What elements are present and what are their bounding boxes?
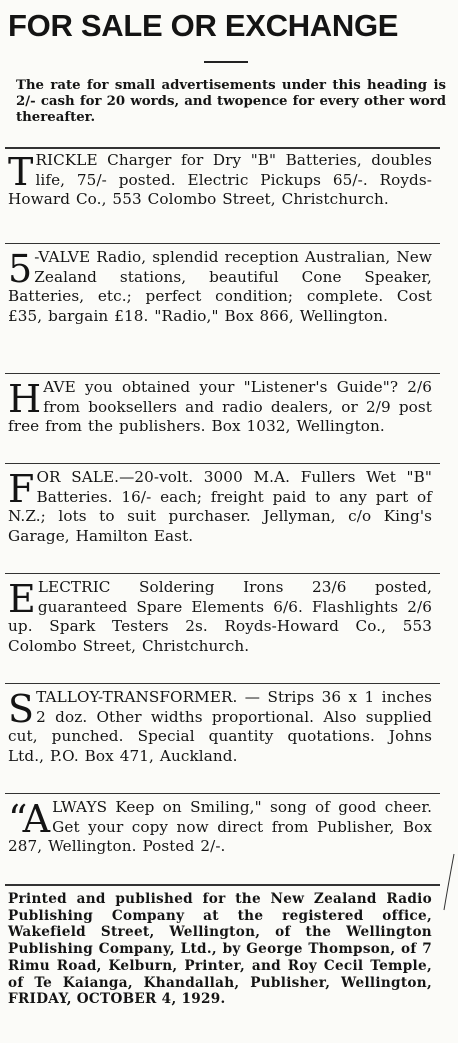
- ad-text: LECTRIC Soldering Irons 23/6 posted, guaranteed Spare Elements 6/6. Flashlights 2/6 up. Spark Testers 2s. Royds-Howard Co., 553 Colombo Street, Christchurch.: [8, 578, 432, 656]
- ad-divider: [5, 573, 440, 574]
- ad-initial: E: [8, 577, 36, 621]
- ad-divider: [5, 373, 440, 374]
- ad-divider: [5, 683, 440, 684]
- ad-text: -VALVE Radio, splendid reception Australian, New Zealand stations, beautiful Cone Speaker, Batteries, etc.; perfect condition; complete. Cost £35, bargain £18. "Radio," Box 866, Wellington.: [8, 248, 432, 326]
- ad-divider: [5, 793, 440, 794]
- rate-notice: The rate for small advertisements under this heading is 2/- cash for 20 words, and twopence for every other word thereafter.: [16, 78, 446, 125]
- ad-text: RICKLE Charger for Dry "B" Batteries, doubles life, 75/- posted. Electric Pickups 65/-. Royds-Howard Co., 553 Colombo Street, Christchurch.: [8, 151, 432, 209]
- ad-initial: H: [8, 377, 42, 421]
- ad-initial: F: [8, 467, 35, 511]
- ad-five-valve-radio: [8, 248, 432, 327]
- ad-text: TALLOY-TRANSFORMER. — Strips 36 x 1 inches 2 doz. Other widths proportional. Also supplied cut, punched. Special quantity quotations. Johns Ltd., P.O. Box 471, Auckland.: [8, 688, 432, 766]
- imprint-text: Printed and published for the New Zealand Radio Publishing Company at the registered office, Wakefield Street, Wellington, of the Wellington Publishing Company, Ltd., by George Thompson, of 7 Rimu Road, Kelburn, Printer, and Roy Cecil Temple, of Te Kaianga, Khandallah, Publisher, Wellington, FRIDAY, OCTOBER 4, 1929.: [8, 891, 432, 1008]
- ad-initial: 5: [8, 247, 33, 291]
- ad-initial: S: [8, 687, 35, 731]
- publisher-imprint: [8, 891, 432, 1008]
- ad-initial: “A: [8, 797, 51, 841]
- bottom-rule: [5, 884, 440, 886]
- ad-text: OR SALE.—20-volt. 3000 M.A. Fullers Wet "B" Batteries. 16/- each; freight paid to any part of N.Z.; lots to suit purchaser. Jellyman, c/o King's Garage, Hamilton East.: [8, 468, 432, 546]
- ad-listeners-guide: [8, 378, 432, 437]
- ad-divider: [5, 463, 440, 464]
- top-rule: [5, 147, 440, 149]
- section-heading: FOR SALE OR EXCHANGE: [8, 8, 399, 43]
- ad-text: AVE you obtained your "Listener's Guide"? 2/6 from booksellers and radio dealers, or 2/9 post free from the publishers. Box 1032, Wellington.: [8, 378, 432, 436]
- ad-trickle-charger: [8, 151, 432, 210]
- ad-initial: T: [8, 150, 34, 194]
- ad-stalloy-transformer: [8, 688, 432, 767]
- ad-soldering-irons: [8, 578, 432, 657]
- ad-text: LWAYS Keep on Smiling," song of good cheer. Get your copy now direct from Publisher, Box 287, Wellington. Posted 2/-.: [8, 798, 432, 856]
- ad-divider: [5, 243, 440, 244]
- heading-short-rule: [204, 61, 248, 63]
- margin-pen-stroke: [443, 852, 455, 912]
- ad-always-keep-smiling: [8, 798, 432, 857]
- ad-fullers-batteries: [8, 468, 432, 547]
